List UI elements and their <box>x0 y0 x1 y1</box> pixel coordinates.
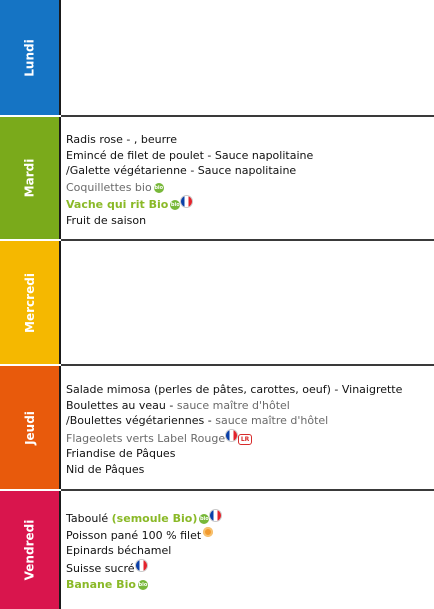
day-row-vendredi <box>0 491 434 609</box>
label-rouge-icon: LR <box>238 434 252 445</box>
menu-item: Poisson pané 100 % filet <box>66 527 432 544</box>
bio-icon: bio <box>199 516 209 522</box>
menu-item: Emincé de filet de poulet - Sauce napolitaine <box>66 148 314 162</box>
day-label-vendredi: Vendredi <box>22 519 37 581</box>
menu-item: Salade mimosa (perles de pâtes, carottes, oeuf) - Vinaigrette <box>66 383 403 396</box>
menu-item: Suisse sucré <box>66 560 432 577</box>
menu-item: /Boulettes végétariennes - sauce maître d'hôtel <box>66 414 329 427</box>
day-tab-mercredi <box>0 241 59 364</box>
menu-item: Taboulé (semoule Bio) bio <box>66 510 432 527</box>
day-tab-mardi <box>0 117 59 239</box>
bio-icon: bio <box>138 582 148 588</box>
bio-icon: bio <box>154 184 164 191</box>
menu-item: Friandise de Pâques <box>66 447 176 460</box>
menu-item: Coquillettes bio bio <box>66 180 164 194</box>
day-label-jeudi: Jeudi <box>22 410 37 445</box>
french-flag-icon <box>226 430 237 441</box>
menu-item: Radis rose - , beurre <box>66 133 177 146</box>
french-flag-icon <box>210 510 221 521</box>
menu-item: /Galette végétarienne - Sauce napolitaine <box>66 164 297 177</box>
day-label-lundi: Lundi <box>22 38 37 77</box>
menu-item: Vache qui rit Bio bio <box>66 196 432 213</box>
column-divider <box>59 0 61 115</box>
menu-item: Nid de Pâques <box>66 462 145 476</box>
menu-item: Epinards béchamel <box>66 544 172 557</box>
peche-durable-icon <box>203 527 213 537</box>
day-label-mardi: Mardi <box>22 158 37 198</box>
menu-items-vendredi <box>66 510 432 593</box>
french-flag-icon <box>181 196 192 207</box>
day-tab-lundi <box>0 0 59 115</box>
menu-item: Boulettes au veau - sauce maître d'hôtel <box>66 398 290 412</box>
day-row-jeudi <box>0 366 434 489</box>
day-row-mardi <box>0 117 434 239</box>
menu-item: Flageolets verts Label Rouge LR <box>66 430 432 447</box>
column-divider <box>59 117 61 239</box>
column-divider <box>59 241 61 364</box>
menu-items-mardi <box>66 132 432 228</box>
day-row-mercredi <box>0 241 434 364</box>
menu-items-jeudi <box>66 382 432 477</box>
day-tab-vendredi <box>0 491 59 609</box>
column-divider <box>59 366 61 489</box>
french-flag-icon <box>136 560 147 571</box>
menu-item: Banane Bio bio <box>66 578 148 591</box>
day-label-mercredi: Mercredi <box>22 272 37 333</box>
column-divider <box>59 491 61 609</box>
menu-item: Fruit de saison <box>66 213 147 227</box>
day-row-lundi <box>0 0 434 115</box>
bio-icon: bio <box>170 202 180 208</box>
day-tab-jeudi <box>0 366 59 489</box>
